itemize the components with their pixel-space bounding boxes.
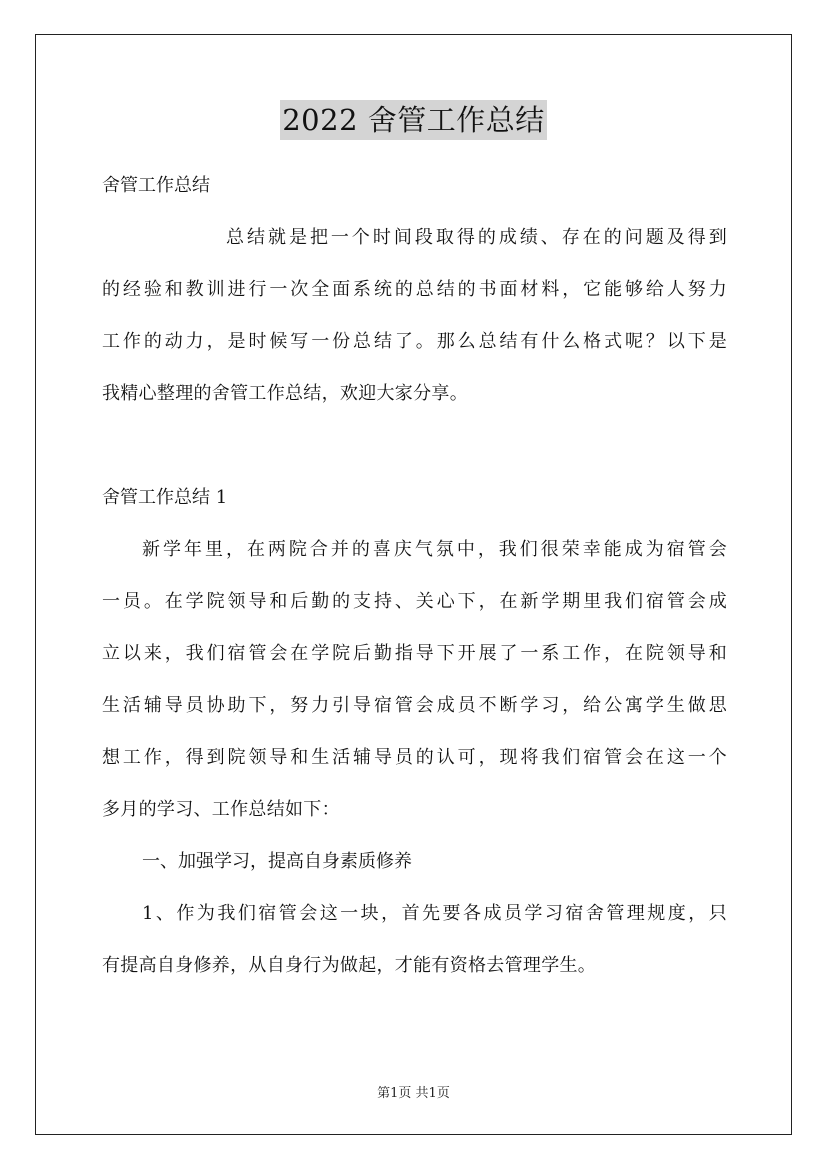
title-container bbox=[0, 100, 827, 140]
spacer bbox=[102, 420, 727, 472]
paragraph-line: 想工作，得到院领导和生活辅导员的认可，现将我们宿管会在这一个 bbox=[102, 747, 727, 768]
paragraph-line: 一员。在学院领导和后勤的支持、关心下，在新学期里我们宿管会成 bbox=[102, 591, 727, 612]
paragraph-line: 多月的学习、工作总结如下： bbox=[102, 799, 340, 820]
paragraph-line: 立以来，我们宿管会在学院后勤指导下开展了一系工作，在院领导和 bbox=[102, 643, 727, 664]
document-title: 2022 舍管工作总结 bbox=[280, 100, 547, 140]
paragraph-line: 生活辅导员协助下，努力引导宿管会成员不断学习，给公寓学生做思 bbox=[102, 695, 727, 716]
paragraph-line: 1、作为我们宿管会这一块，首先要各成员学习宿舍管理规度，只 bbox=[142, 903, 727, 924]
subsection-heading: 舍管工作总结 1 bbox=[102, 487, 228, 508]
point-heading: 一、加强学习，提高自身素质修养 bbox=[142, 851, 412, 872]
page-footer: 第1页 共1页 bbox=[377, 1086, 450, 1101]
document-body bbox=[102, 160, 727, 992]
paragraph-line: 工作的动力，是时候写一份总结了。那么总结有什么格式呢？以下是 bbox=[102, 331, 727, 352]
paragraph-line: 新学年里，在两院合并的喜庆气氛中，我们很荣幸能成为宿管会 bbox=[142, 539, 727, 560]
paragraph-line: 我精心整理的舍管工作总结，欢迎大家分享。 bbox=[102, 383, 468, 404]
paragraph-line: 有提高自身修养，从自身行为做起，才能有资格去管理学生。 bbox=[102, 955, 597, 976]
paragraph-line: 的经验和教训进行一次全面系统的总结的书面材料，它能够给人努力 bbox=[102, 279, 727, 300]
section-heading: 舍管工作总结 bbox=[102, 175, 210, 196]
paragraph-line: 总结就是把一个时间段取得的成绩、存在的问题及得到 bbox=[226, 227, 727, 248]
